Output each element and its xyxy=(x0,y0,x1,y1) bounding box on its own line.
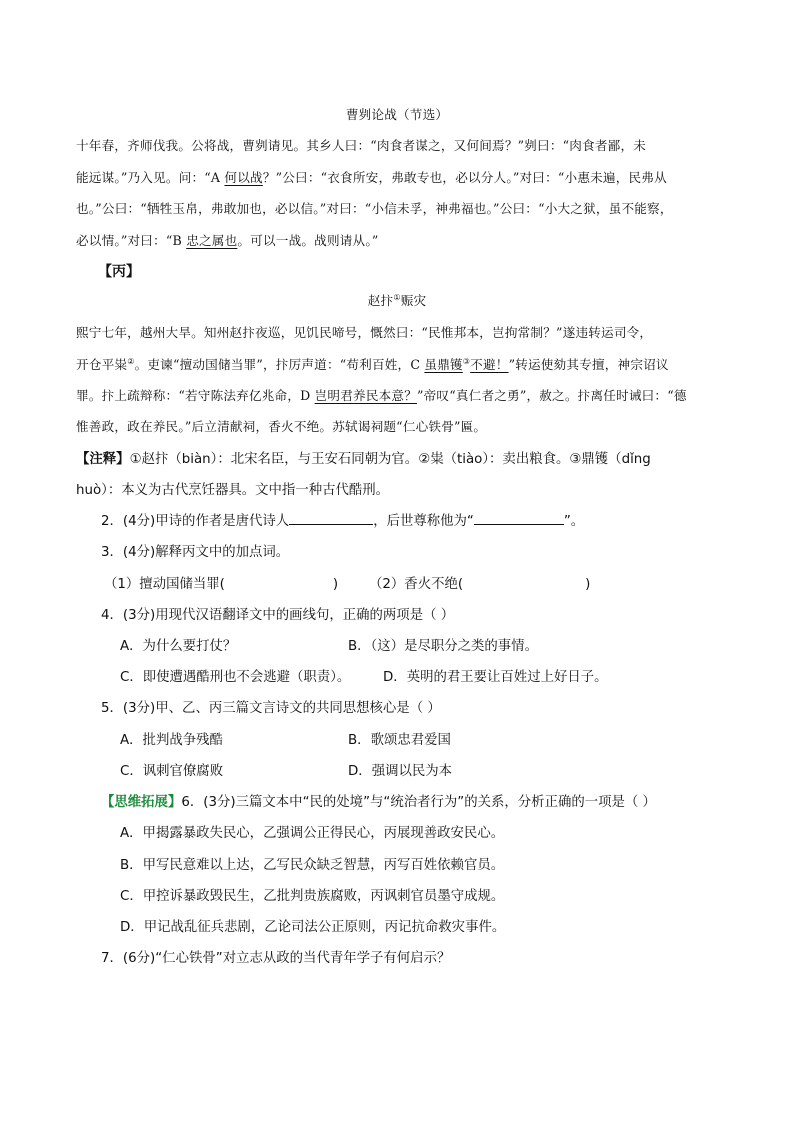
q4-option-d[interactable]: D．英明的君王要让百姓过上好日子。 xyxy=(383,670,608,685)
text-run: ？”公曰：“衣食所安，弗敢专也，必以分人。”对曰：“小惠未遍，民弗从 xyxy=(262,170,667,185)
text-run: 熙宁七年，越州大旱。知州赵抃夜巡，见饥民啼号，慨然曰：“民惟邦本，岂拘常制？”遂违转运司令， xyxy=(76,325,653,340)
passage-c-label: 【丙】 xyxy=(98,264,140,280)
passage-c-title: 赵抃①赈灾 xyxy=(367,292,427,308)
text-run: 惟善政，政在养民。”后立清献祠，香火不绝。苏轼谒祠题“仁心铁骨”匾。 xyxy=(76,419,487,434)
underlined-sentence: 何以战 xyxy=(224,170,263,185)
q5-option-d[interactable]: D．强调以民为本 xyxy=(348,764,453,779)
notes-line-1: 【注释】①赵抃（biàn）：北宋名臣，与王安石同朝为官。②粜（tiào）：卖出粮食。③鼎镬（dǐng xyxy=(76,452,651,467)
question-4: 4．(3分)用现代汉语翻译文中的画线句，正确的两项是（ ） xyxy=(101,608,455,623)
question-3-item-2: （2）香火不绝( ) xyxy=(369,577,591,592)
text-line xyxy=(76,416,726,435)
text-run: 也。”公曰：“牺牲玉帛，弗敢加也，必以信。”对曰：“小信未孚，神弗福也。”公曰：“小大之狱，虽不能察， xyxy=(76,201,673,216)
q4-option-b[interactable]: B．（这）是尽职分之类的事情。 xyxy=(348,639,538,654)
thinking-expansion-tag: 【思维拓展】 xyxy=(101,795,182,810)
underlined-sentence: 虽鼎镬 xyxy=(424,357,463,372)
q6-option-a[interactable]: A．甲揭露暴政失民心，乙强调公正得民心，丙展现善政安民心。 xyxy=(120,826,505,841)
underlined-sentence: 忠之属也 xyxy=(186,233,238,248)
text-run: 必以情。”对曰：“B xyxy=(76,233,187,248)
underlined-sentence: 不避！ xyxy=(470,357,509,372)
underlined-sentence: 岂明君养民本意？ xyxy=(314,388,417,403)
text-run: ”帝叹“真仁者之勇”，赦之。抃离任时诫曰：“德 xyxy=(417,388,687,403)
text-run: ”转运使劾其专擅，神宗诏议 xyxy=(508,357,669,372)
answer-blank[interactable] xyxy=(474,512,564,525)
q5-option-b[interactable]: B．歌颂忠君爱国 xyxy=(348,733,451,748)
text-run: 能远谋。”乃入见。问：“A xyxy=(76,170,225,185)
q4-option-a[interactable]: A．为什么要打仗？ xyxy=(120,639,237,654)
question-7: 7．(6分)“仁心铁骨”对立志从政的当代青年学子有何启示？ xyxy=(101,951,451,966)
text-line xyxy=(76,354,726,373)
text-line xyxy=(76,167,726,186)
q6-option-b[interactable]: B．甲写民意难以上达，乙写民众缺乏智慧，丙写百姓依赖官员。 xyxy=(120,858,505,873)
text-run: 开仓平粜 xyxy=(76,357,128,372)
answer-blank[interactable] xyxy=(289,512,373,525)
text-run: 。吏谏“擅动国储当罪”，抃厉声道：“苟利百姓，C xyxy=(134,357,425,372)
q5-option-c[interactable]: C．讽刺官僚腐败 xyxy=(120,764,224,779)
notes-line-2: huò）：本义为古代烹饪器具。文中指一种古代酷刑。 xyxy=(76,483,390,498)
question-3: 3．(4分)解释丙文中的加点词。 xyxy=(101,545,290,560)
question-3-item-1: （1）擅动国储当罪( ) xyxy=(104,577,339,592)
text-line xyxy=(76,135,726,154)
text-run: 。可以一战。战则请从。” xyxy=(237,233,379,248)
text-run: ② xyxy=(127,356,135,366)
text-line xyxy=(76,322,726,341)
text-line xyxy=(76,230,726,249)
question-5: 5．(3分)甲、乙、丙三篇文言诗文的共同思想核心是（ ） xyxy=(101,701,441,716)
text-run: 十年春，齐师伐我。公将战，曹刿请见。其乡人曰：“肉食者谋之，又何间焉？”刿曰：“肉食者鄙，未 xyxy=(76,138,647,153)
q6-option-d[interactable]: D．甲记战乱征兵悲剧，乙论司法公正原则，丙记抗命救灾事件。 xyxy=(120,920,506,935)
q6-option-c[interactable]: C．甲控诉暴政毁民生，乙批判贵族腐败，丙讽刺官员墨守成规。 xyxy=(120,889,505,904)
q4-option-c[interactable]: C．即使遭遇酷刑也不会逃避（职责）。 xyxy=(120,670,351,685)
q5-option-a[interactable]: A．批判战争残酷 xyxy=(120,733,223,748)
question-6: 【思维拓展】6．(3分)三篇文本中“民的处境”与“统治者行为”的关系，分析正确的一项是（ ） xyxy=(101,795,656,810)
question-2: 2．(4分)甲诗的作者是唐代诗人 ，后世尊称他为“ ”。 xyxy=(101,514,585,529)
text-run: ③ xyxy=(462,356,471,366)
text-line xyxy=(76,198,726,217)
text-line xyxy=(76,385,726,404)
text-run: 罪。抃上疏辩称：“若守陈法弃亿兆命，D xyxy=(76,388,315,403)
passage-b-title: 曹刿论战（节选） xyxy=(345,107,449,122)
